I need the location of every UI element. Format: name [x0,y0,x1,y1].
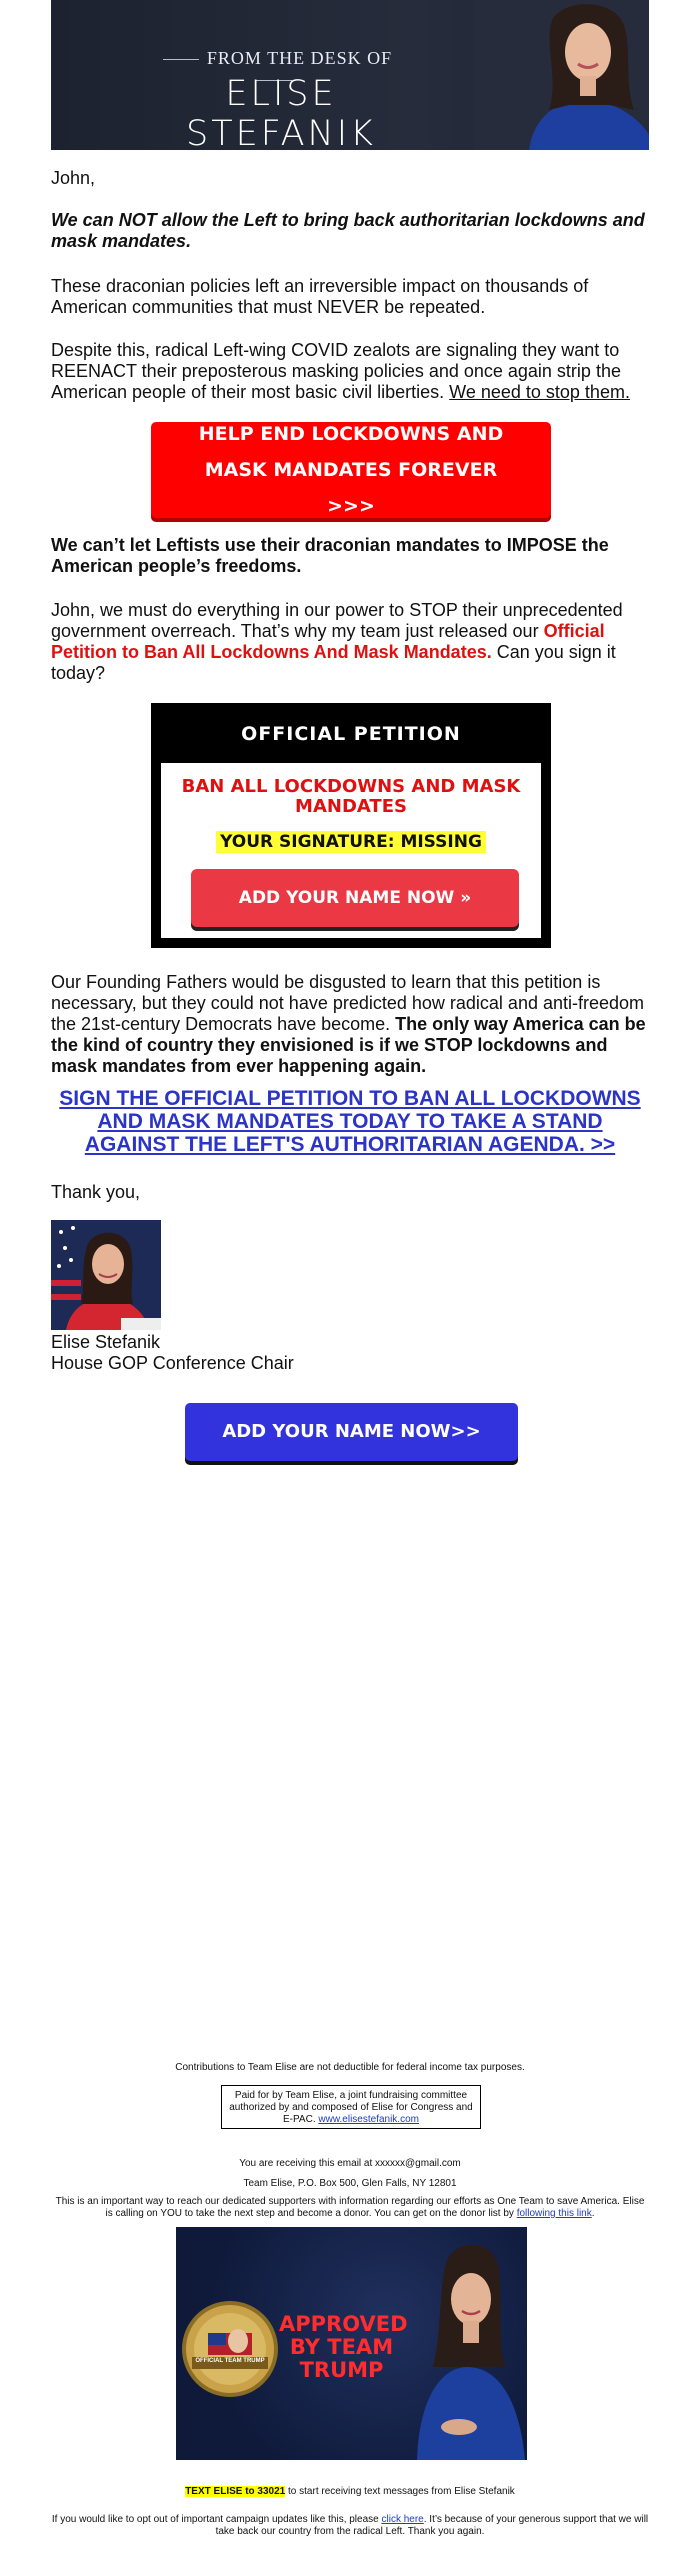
tax-disclaimer: Contributions to Team Elise are not deductible for federal income tax purposes. [175,2062,525,2073]
petition-box [151,703,551,948]
paragraph-3: John, we must do everything in our power to STOP their unprecedented government overreach. That’s why my team just released our Official Petition to Ban All Lockdowns And Mask Mandates. Can you sign it today? [51,600,623,683]
team-trump-badge-icon [180,2299,280,2399]
receiving-notice: You are receiving this email at xxxxxx@gmail.com [239,2158,461,2169]
text-keyword-highlight: TEXT ELISE to 33021 [185,2486,286,2497]
petition-body [161,763,541,938]
paragraph-2: Despite this, radical Left-wing COVID zealots are signaling they want to REENACT their preposterous masking policies and once again strip the American people of their most basic civil liberties. We need to stop them. [51,340,630,402]
team-trump-banner[interactable] [176,2227,527,2460]
stop-them-link[interactable]: We need to stop them. [449,382,630,402]
paid-for-box: Paid for by Team Elise, a joint fundraising committee authorized by and composed of Elise for Congress and E-PAC. www.elisestefanik.com [221,2085,481,2129]
signature-name: Elise Stefanik [51,1332,161,1352]
end-lockdowns-button[interactable]: HELP END LOCKDOWNS AND MASK MANDATES FOREVER >>> [151,422,551,518]
headline: We can NOT allow the Left to bring back authoritarian lockdowns and mask mandates. [51,210,645,251]
opt-out-link[interactable]: click here [381,2514,424,2525]
thank-you: Thank you, [51,1182,141,1202]
add-your-name-button[interactable]: ADD YOUR NAME NOW>> [185,1403,518,1461]
paragraph-4: Our Founding Fathers would be disgusted to learn that this petition is necessary, but they could not have predicted how radical and anti-freedom the 21st-century Democrats have become. The only way America can be the kind of country they envisioned is if we STOP lockdowns and mask mandates from ever happening again. [51,972,646,1076]
donor-list-link[interactable]: following this link [516,2208,592,2219]
paragraph-1: These draconian policies left an irreversible impact on thousands of American communities that must NEVER be repeated. [51,276,589,317]
bold-paragraph: We can’t let Leftists use their draconian mandates to IMPOSE the American people’s freedoms. [51,535,609,576]
signature-photo [51,1220,161,1330]
badge-label: OFFICIAL TEAM TRUMP [195,2358,265,2364]
banner-portrait-image [407,2227,527,2460]
signature-status: YOUR SIGNATURE: MISSING [216,831,486,853]
petition-title: OFFICIAL PETITION [241,723,461,745]
header-name: ELISE STEFANIK [185,74,377,150]
signature-title: House GOP Conference Chair [51,1353,294,1373]
website-link[interactable]: www.elisestefanik.com [318,2114,419,2125]
approved-by-text: APPROVED BY TEAM TRUMP [279,2312,408,2382]
header-portrait-image [474,0,649,150]
from-desk-label: FROM THE DESK OF [146,48,401,90]
header-banner [51,0,649,150]
mailing-address: Team Elise, P.O. Box 500, Glen Falls, NY 12801 [243,2178,457,2189]
petition-add-name-button[interactable]: ADD YOUR NAME NOW » [191,869,519,927]
petition-ban-text: BAN ALL LOCKDOWNS AND MASK MANDATES [181,776,521,817]
sign-petition-link[interactable]: SIGN THE OFFICIAL PETITION TO BAN ALL LOCKDOWNS AND MASK MANDATES TODAY TO TAKE A STAND AGAINST THE LEFT'S AUTHORITARIAN AGENDA. >> [59,1087,641,1156]
text-opt-in: TEXT ELISE to 33021 to start receiving text messages from Elise Stefanik [185,2486,515,2497]
opt-out-notice: If you would like to opt out of important campaign updates like this, please click here. It’s because of your generous support that we will take back our country from the radical Left. Thank you again. [51,2514,649,2537]
greeting: John, [51,168,96,188]
official-petition-link[interactable]: Official Petition to Ban All Lockdowns And Mask Mandates. [51,621,605,662]
donor-notice: This is an important way to reach our dedicated supporters with information regarding our efforts as One Team to save America. Elise is calling on YOU to take the next step and become a donor. You can get on the donor list by following this link. [55,2196,645,2219]
